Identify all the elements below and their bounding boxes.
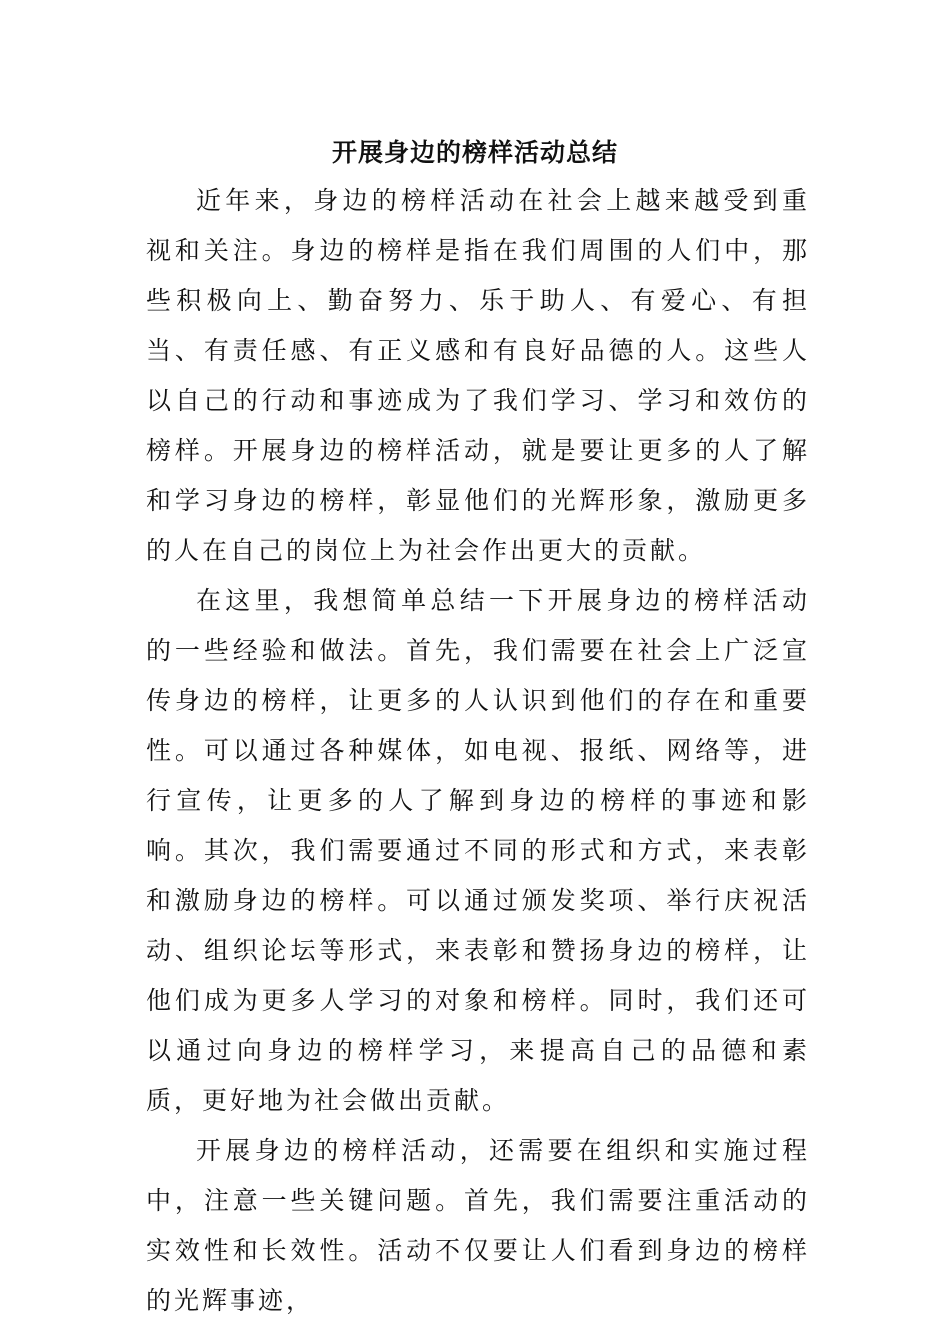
document-title: 开展身边的榜样活动总结: [331, 138, 618, 167]
document-body: [146, 176, 810, 1326]
paragraph-2: 在这里，我想简单总结一下开展身边的榜样活动的一些经验和做法。首先，我们需要在社会上广泛宣传身边的榜样，让更多的人认识到他们的存在和重要性。可以通过各种媒体，如电视、报纸、网络等，进行宣传，让更多的人了解到身边的榜样的事迹和影响。其次，我们需要通过不同的形式和方式，来表彰和激励身边的榜样。可以通过颁发奖项、举行庆祝活动、组织论坛等形式，来表彰和赞扬身边的榜样，让他们成为更多人学习的对象和榜样。同时，我们还可以通过向身边的榜样学习，来提高自己的品德和素质，更好地为社会做出贡献。: [146, 586, 810, 1115]
paragraph-1: 近年来，身边的榜样活动在社会上越来越受到重视和关注。身边的榜样是指在我们周围的人们中，那些积极向上、勤奋努力、乐于助人、有爱心、有担当、有责任感、有正义感和有良好品德的人。这些人以自己的行动和事迹成为了我们学习、学习和效仿的榜样。开展身边的榜样活动，就是要让更多的人了解和学习身边的榜样，彰显他们的光辉形象，激励更多的人在自己的岗位上为社会作出更大的贡献。: [146, 186, 810, 565]
paragraph-3: 开展身边的榜样活动，还需要在组织和实施过程中，注意一些关键问题。首先，我们需要注重活动的实效性和长效性。活动不仅要让人们看到身边的榜样的光辉事迹，: [146, 1136, 810, 1315]
